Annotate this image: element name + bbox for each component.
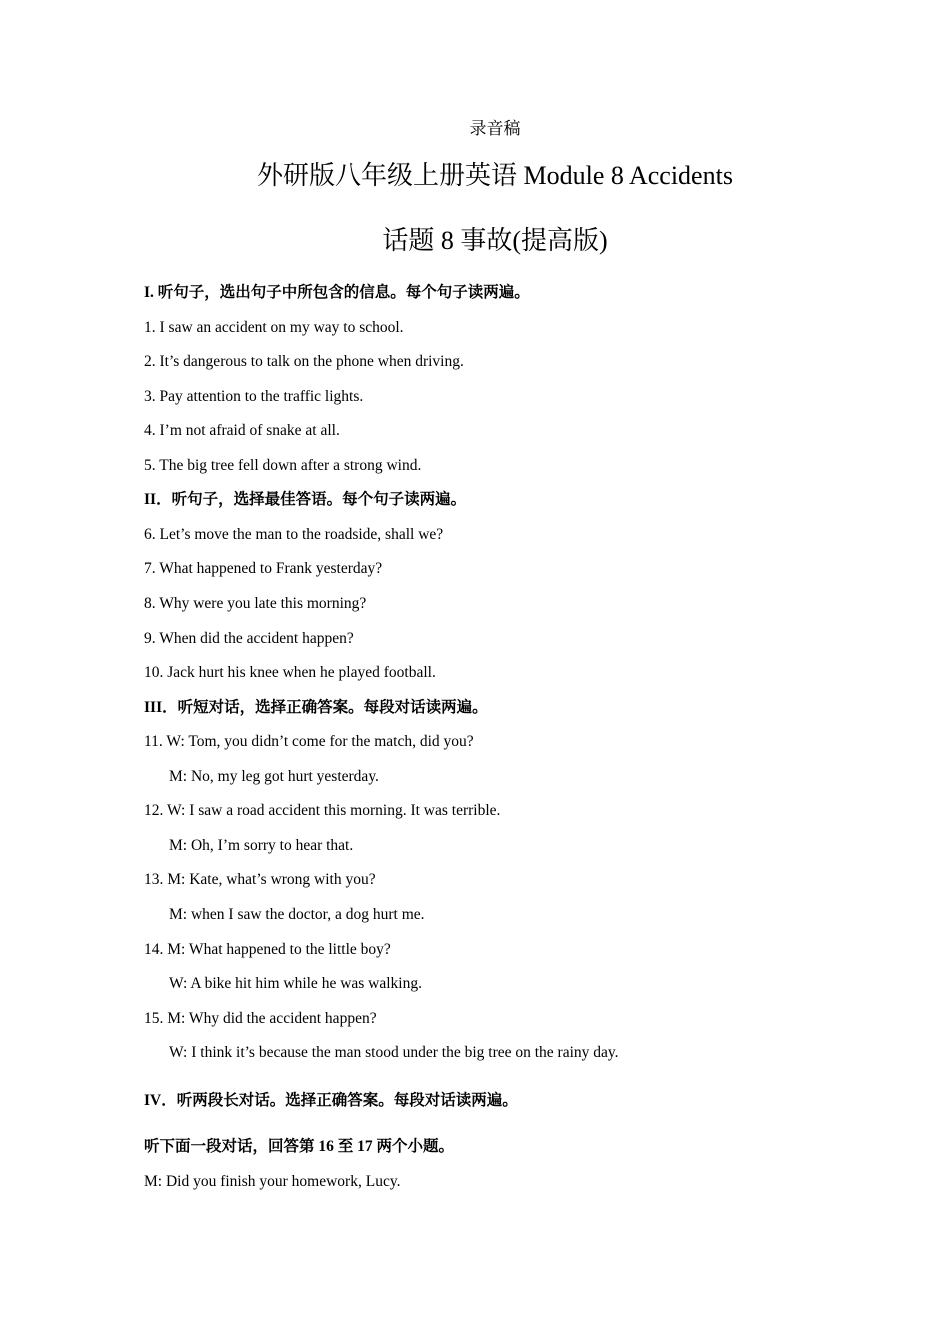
- list-item: 6. Let’s move the man to the roadside, shall we?: [144, 526, 444, 543]
- list-item: 8. Why were you late this morning?: [144, 595, 367, 612]
- list-item: 1. I saw an accident on my way to school.: [144, 319, 404, 336]
- dialog-line: 11. W: Tom, you didn’t come for the match, did you?: [144, 733, 474, 750]
- section3-heading: III．听短对话，选择正确答案。每段对话读两遍。: [144, 699, 488, 716]
- list-item: 10. Jack hurt his knee when he played football.: [144, 664, 436, 681]
- section1-heading: I. 听句子，选出句子中所包含的信息。每个句子读两遍。: [144, 284, 530, 301]
- list-item: 9. When did the accident happen?: [144, 630, 354, 647]
- dialog-line: 12. W: I saw a road accident this morning. It was terrible.: [144, 802, 501, 819]
- dialog-line: M: Did you finish your homework, Lucy.: [144, 1173, 401, 1190]
- dialog-line: W: I think it’s because the man stood under the big tree on the rainy day.: [169, 1044, 619, 1061]
- section4-heading: IV．听两段长对话。选择正确答案。每段对话读两遍。: [144, 1092, 518, 1109]
- list-item: 4. I’m not afraid of snake at all.: [144, 422, 340, 439]
- dialog-line: 14. M: What happened to the little boy?: [144, 941, 391, 958]
- dialog-line: W: A bike hit him while he was walking.: [169, 975, 422, 992]
- dialog-line: M: No, my leg got hurt yesterday.: [169, 768, 379, 785]
- list-item: 3. Pay attention to the traffic lights.: [144, 388, 364, 405]
- doc-subtitle: 话题 8 事故(提高版): [382, 226, 608, 255]
- dialog-line: M: Oh, I’m sorry to hear that.: [169, 837, 354, 854]
- section2-heading: II．听句子，选择最佳答语。每个句子读两遍。: [144, 491, 467, 508]
- doc-title: 外研版八年级上册英语 Module 8 Accidents: [257, 161, 733, 190]
- list-item: 5. The big tree fell down after a strong wind.: [144, 457, 422, 474]
- dialog-line: 15. M: Why did the accident happen?: [144, 1010, 377, 1027]
- doc-label: 录音稿: [469, 119, 521, 139]
- list-item: 7. What happened to Frank yesterday?: [144, 560, 383, 577]
- list-item: 2. It’s dangerous to talk on the phone when driving.: [144, 353, 464, 370]
- dialog-line: M: when I saw the doctor, a dog hurt me.: [169, 906, 425, 923]
- dialog-line: 13. M: Kate, what’s wrong with you?: [144, 871, 376, 888]
- section4-subheading: 听下面一段对话，回答第 16 至 17 两个小题。: [144, 1138, 455, 1155]
